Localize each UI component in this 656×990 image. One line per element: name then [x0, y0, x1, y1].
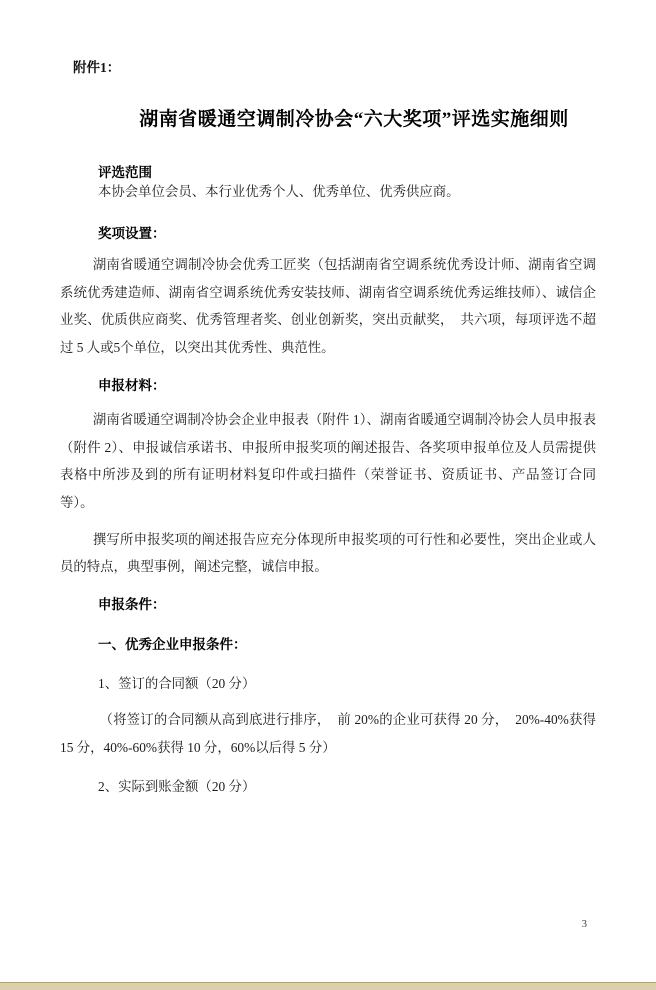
condition-item-2-label: 2、实际到账金额（20 分） — [98, 779, 256, 795]
materials-paragraph: 湖南省暖通空调制冷协会企业申报表（附件 1）、湖南省暖通空调制冷协会人员申报表（附件 2）、申报诚信承诺书、申报所申报奖项的阐述报告、各奖项申报单位及人员需提供表格中所涉及到的所有证明材料复印件或扫描件（荣誉证书、资质证书、产品签订合同等）。 — [60, 411, 596, 510]
condition-item-1-note: （将签订的合同额从高到底进行排序， 前 20%的企业可获得 20 分， 20%-40%获得 15 分，40%-60%获得 10 分，60%以后得 5 分） — [60, 712, 596, 755]
attachment-label: 附件1： — [73, 60, 121, 75]
condition-item-1-label: 1、签订的合同额（20 分） — [98, 676, 256, 692]
document-page — [0, 57, 656, 990]
section-heading-conditions: 申报条件： — [98, 597, 166, 613]
page-bottom-edge — [0, 982, 656, 990]
section-heading-scope: 评选范围 — [98, 165, 152, 180]
section-heading-awards: 奖项设置： — [98, 226, 166, 241]
awards-paragraph: 湖南省暖通空调制冷协会优秀工匠奖（包括湖南省空调系统优秀设计师、湖南省空调系统优秀建造师、湖南省空调系统优秀安装技师、湖南省空调系统优秀运维技师）、诚信企业奖、优质供应商奖、优秀管理者奖、创业创新奖，突出贡献奖， 共六项，每项评选不超过 5 人或5个单位，以突出其优秀性、典范性。 — [60, 257, 596, 356]
report-requirements-paragraph: 撰写所申报奖项的阐述报告应充分体现所申报奖项的可行性和必要性，突出企业或人员的特点，典型事例，阐述完整，诚信申报。 — [60, 531, 596, 575]
enterprise-conditions-heading: 一、优秀企业申报条件： — [98, 637, 247, 653]
page-number: 3 — [581, 919, 587, 930]
scope-text: 本协会单位会员、本行业优秀个人、优秀单位、优秀供应商。 — [98, 184, 460, 199]
document-title: 湖南省暖通空调制冷协会“六大奖项”评选实施细则 — [139, 109, 569, 130]
page-content — [0, 57, 656, 796]
section-heading-materials: 申报材料： — [98, 377, 166, 393]
